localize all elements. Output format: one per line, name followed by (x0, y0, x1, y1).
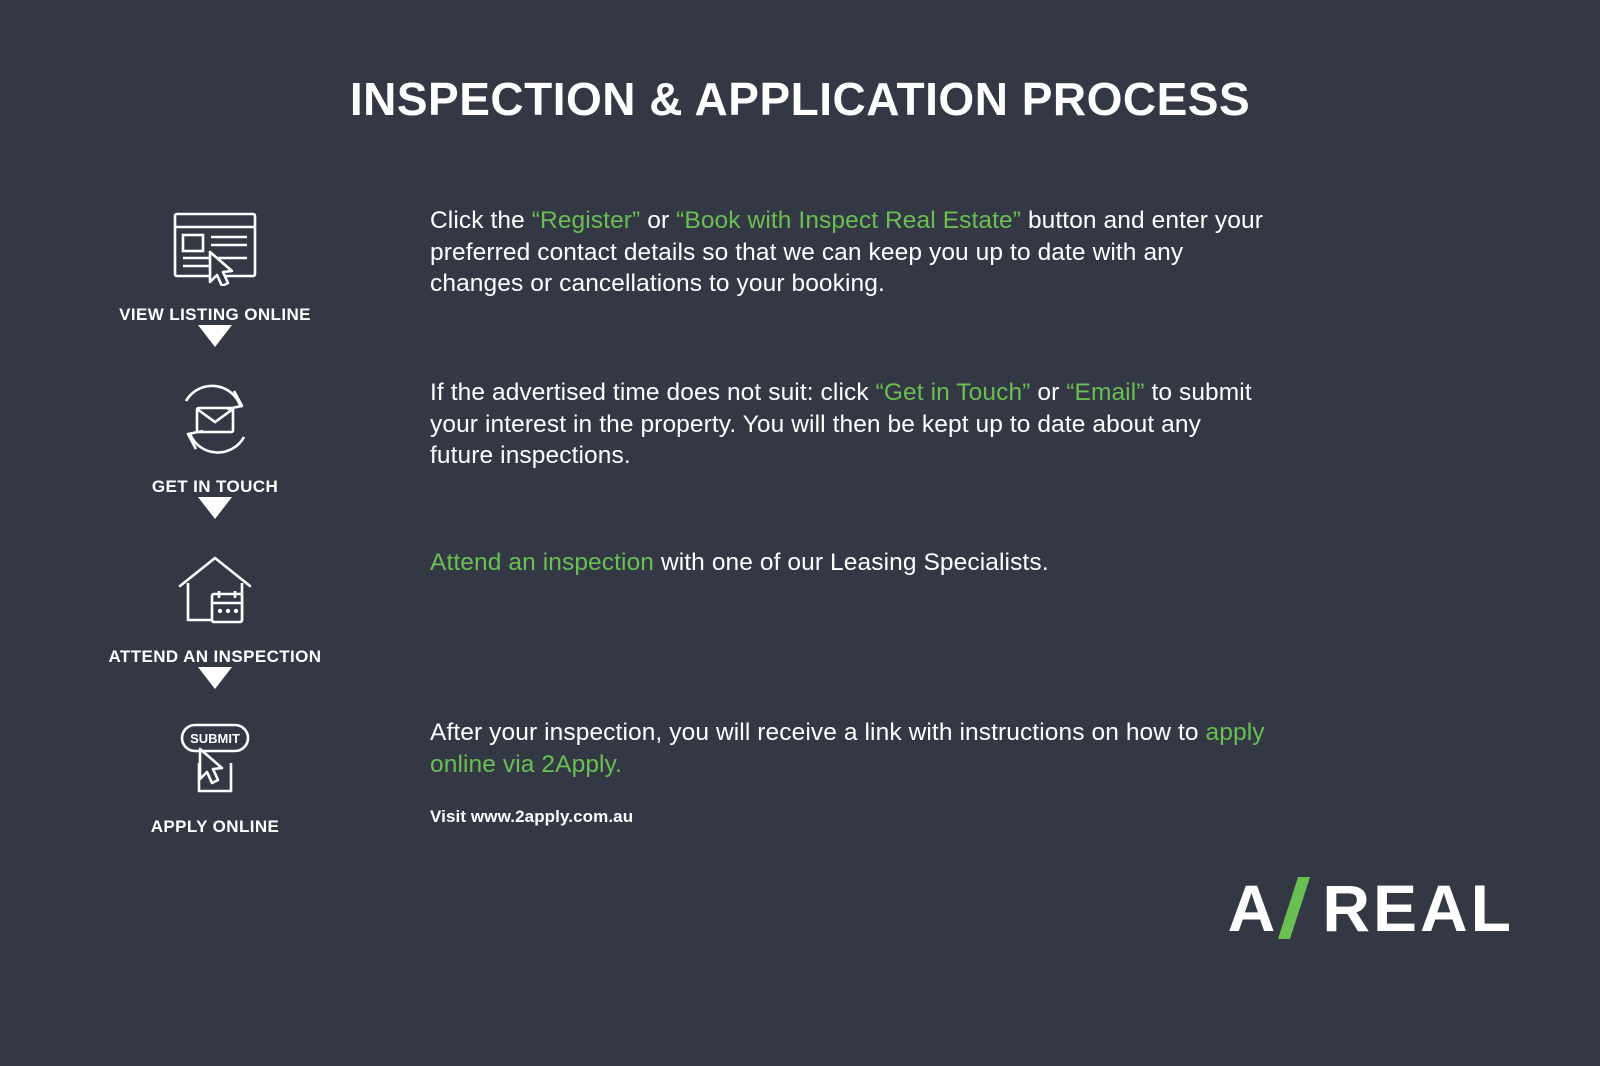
step-4-footnote: Visit www.2apply.com.au (430, 807, 634, 827)
logo-word-real: REAL (1322, 871, 1514, 945)
step-3-text (430, 547, 1600, 579)
step-2-label: GET IN TOUCH (151, 477, 279, 496)
step-1-text-part-5: button and enter your preferred contact details so that we can keep you up to date with any changes or cancellations to your booking. (430, 207, 1263, 298)
step-attend-an-inspection (0, 547, 1600, 667)
arrow-2-to-3 (0, 497, 430, 519)
step-3-text-part-2: with one of our Leasing Specialists. (654, 549, 1049, 576)
step-2-text-part-1: If the advertised time does not suit: click (430, 379, 876, 406)
step-3-label: ATTEND AN INSPECTION (108, 647, 322, 666)
step-1-text-part-2: “Register” (531, 207, 641, 234)
step-2-icon-group (0, 377, 430, 497)
step-2-text (430, 377, 1600, 472)
step-3-text-part-1: Attend an inspection (430, 549, 655, 576)
step-3-icon-group (0, 547, 430, 667)
step-4-text (430, 717, 1600, 828)
step-1-label: VIEW LISTING ONLINE (119, 305, 311, 324)
brand-logo (1228, 870, 1514, 946)
step-2-text-part-5: to submit your interest in the property. You will then be kept up to date about any future inspections. (430, 379, 1252, 470)
step-1-text (430, 205, 1600, 300)
arrow-1-to-2 (0, 325, 430, 347)
arrow-3-to-4 (0, 667, 430, 689)
page-title: INSPECTION & APPLICATION PROCESS (349, 73, 1251, 125)
step-1-text-part-3: or (640, 207, 677, 234)
down-arrow-icon (198, 497, 232, 519)
house-calendar-icon (167, 547, 263, 633)
step-1-icon-group (0, 205, 430, 325)
submit-button-cursor-icon (167, 717, 263, 803)
logo-letter-a: A (1227, 871, 1279, 945)
step-4-icon-group (0, 717, 430, 837)
down-arrow-icon (198, 667, 232, 689)
email-refresh-icon (167, 377, 263, 463)
step-2-text-part-4: “Email” (1066, 379, 1145, 406)
logo-slash-icon (1284, 877, 1314, 939)
step-4-text-part-2: apply online via 2Apply. (430, 719, 1265, 778)
step-apply-online (0, 717, 1600, 837)
step-1-text-part-4: “Book with Inspect Real Estate” (676, 207, 1022, 234)
step-1-text-part-1: Click the (430, 207, 532, 234)
step-get-in-touch (0, 377, 1600, 497)
listing-window-cursor-icon (167, 205, 263, 291)
step-view-listing-online (0, 205, 1600, 325)
svg-text:SUBMIT: SUBMIT (190, 731, 240, 746)
step-2-text-part-3: or (1030, 379, 1067, 406)
step-2-text-part-2: “Get in Touch” (875, 379, 1031, 406)
down-arrow-icon (198, 325, 232, 347)
step-4-label: APPLY ONLINE (150, 817, 280, 836)
process-steps (0, 205, 1600, 837)
step-4-text-part-1: After your inspection, you will receive a link with instructions on how to (430, 719, 1206, 746)
